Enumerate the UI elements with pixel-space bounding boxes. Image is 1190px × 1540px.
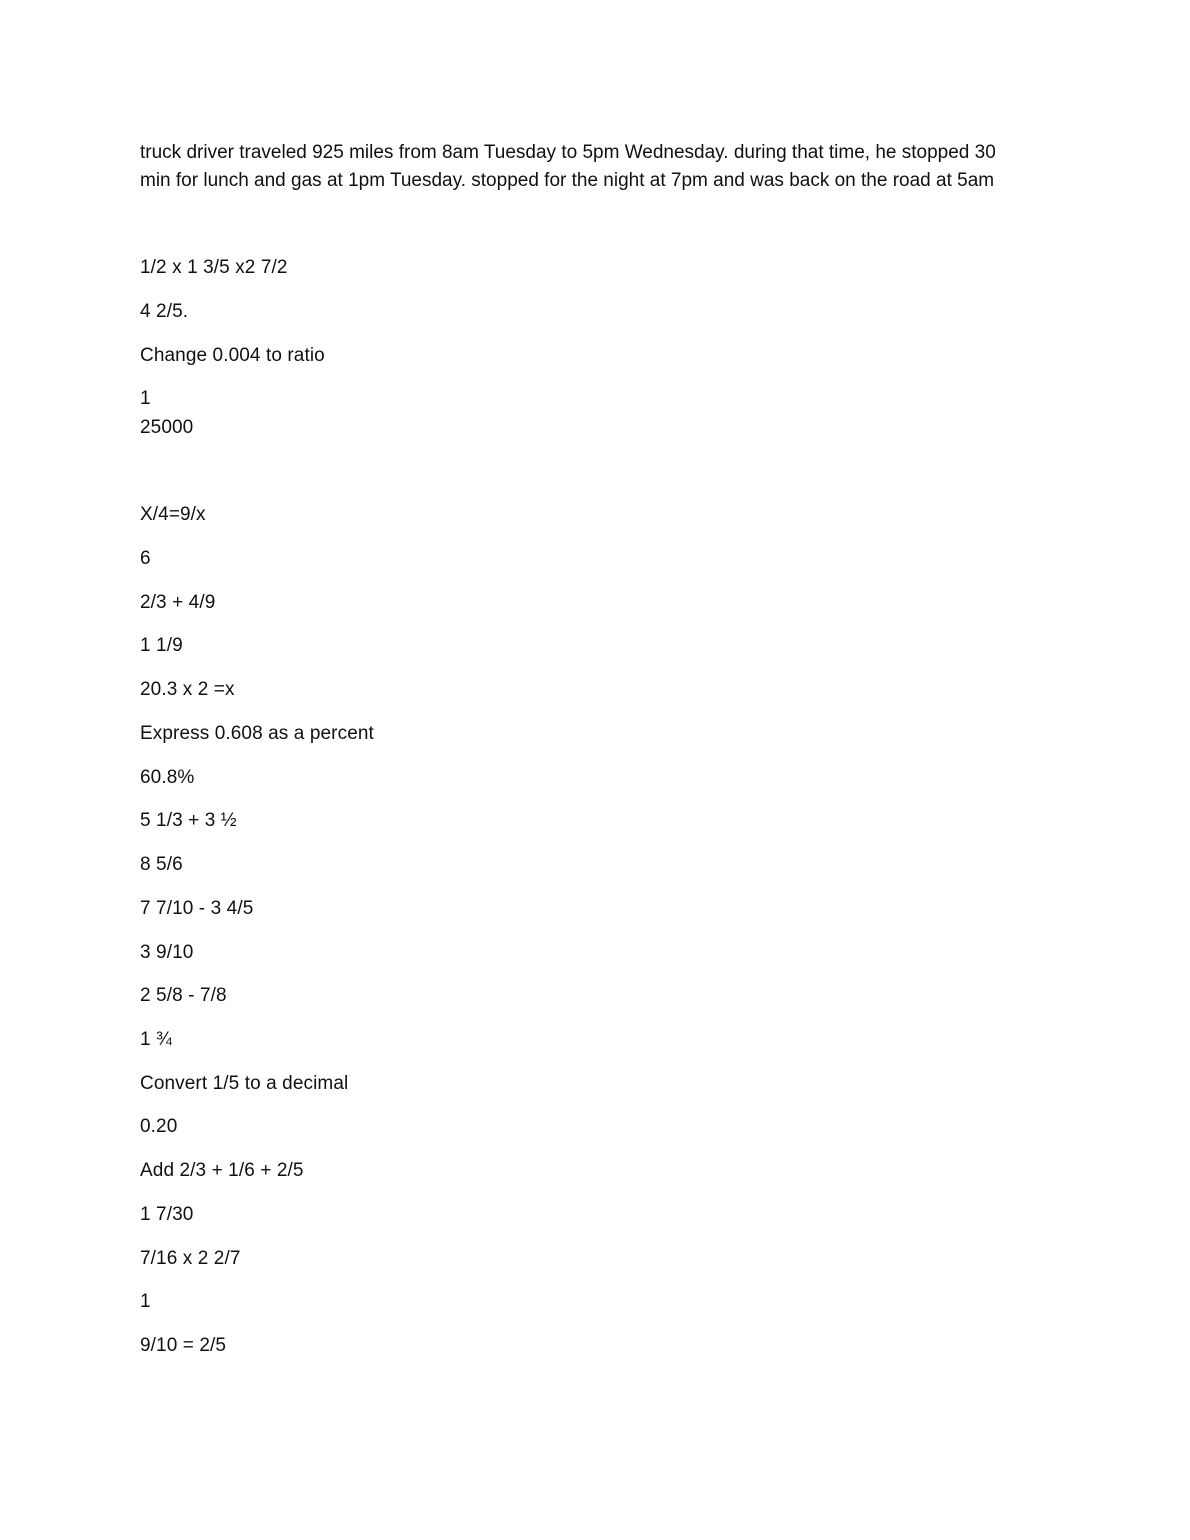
text-line: X/4=9/x: [140, 504, 206, 525]
text-line: 7 7/10 - 3 4/5: [140, 898, 254, 919]
text-line: 6: [140, 548, 151, 569]
text-line: 1 7/30: [140, 1204, 194, 1225]
text-line: 0.20: [140, 1116, 178, 1137]
intro-paragraph: [140, 139, 1060, 195]
text-line: 3 9/10: [140, 942, 194, 963]
text-line: Add 2/3 + 1/6 + 2/5: [140, 1160, 304, 1181]
text-line: 8 5/6: [140, 854, 183, 875]
text-line: 1: [140, 1291, 151, 1312]
text-line: 2 5/8 - 7/8: [140, 985, 227, 1006]
text-line: 1 ¾: [140, 1029, 172, 1050]
text-line: 1: [140, 388, 151, 409]
text-line: 25000: [140, 417, 194, 438]
intro-line: truck driver traveled 925 miles from 8am Tuesday to 5pm Wednesday. during that time, he stopped 30: [140, 142, 996, 163]
text-line: 5 1/3 + 3 ½: [140, 810, 237, 831]
text-line: 4 2/5.: [140, 301, 189, 322]
text-line: 7/16 x 2 2/7: [140, 1248, 241, 1269]
text-line: 1/2 x 1 3/5 x2 7/2: [140, 257, 288, 278]
text-line: Change 0.004 to ratio: [140, 345, 325, 366]
intro-line: min for lunch and gas at 1pm Tuesday. stopped for the night at 7pm and was back on the road at 5am: [140, 170, 995, 191]
text-line: 9/10 = 2/5: [140, 1335, 227, 1356]
text-line: 2/3 + 4/9: [140, 592, 216, 613]
text-line: Express 0.608 as a percent: [140, 723, 374, 744]
text-line: 60.8%: [140, 767, 195, 788]
text-line: 20.3 x 2 =x: [140, 679, 235, 700]
text-line: 1 1/9: [140, 635, 183, 656]
text-line: Convert 1/5 to a decimal: [140, 1073, 349, 1094]
